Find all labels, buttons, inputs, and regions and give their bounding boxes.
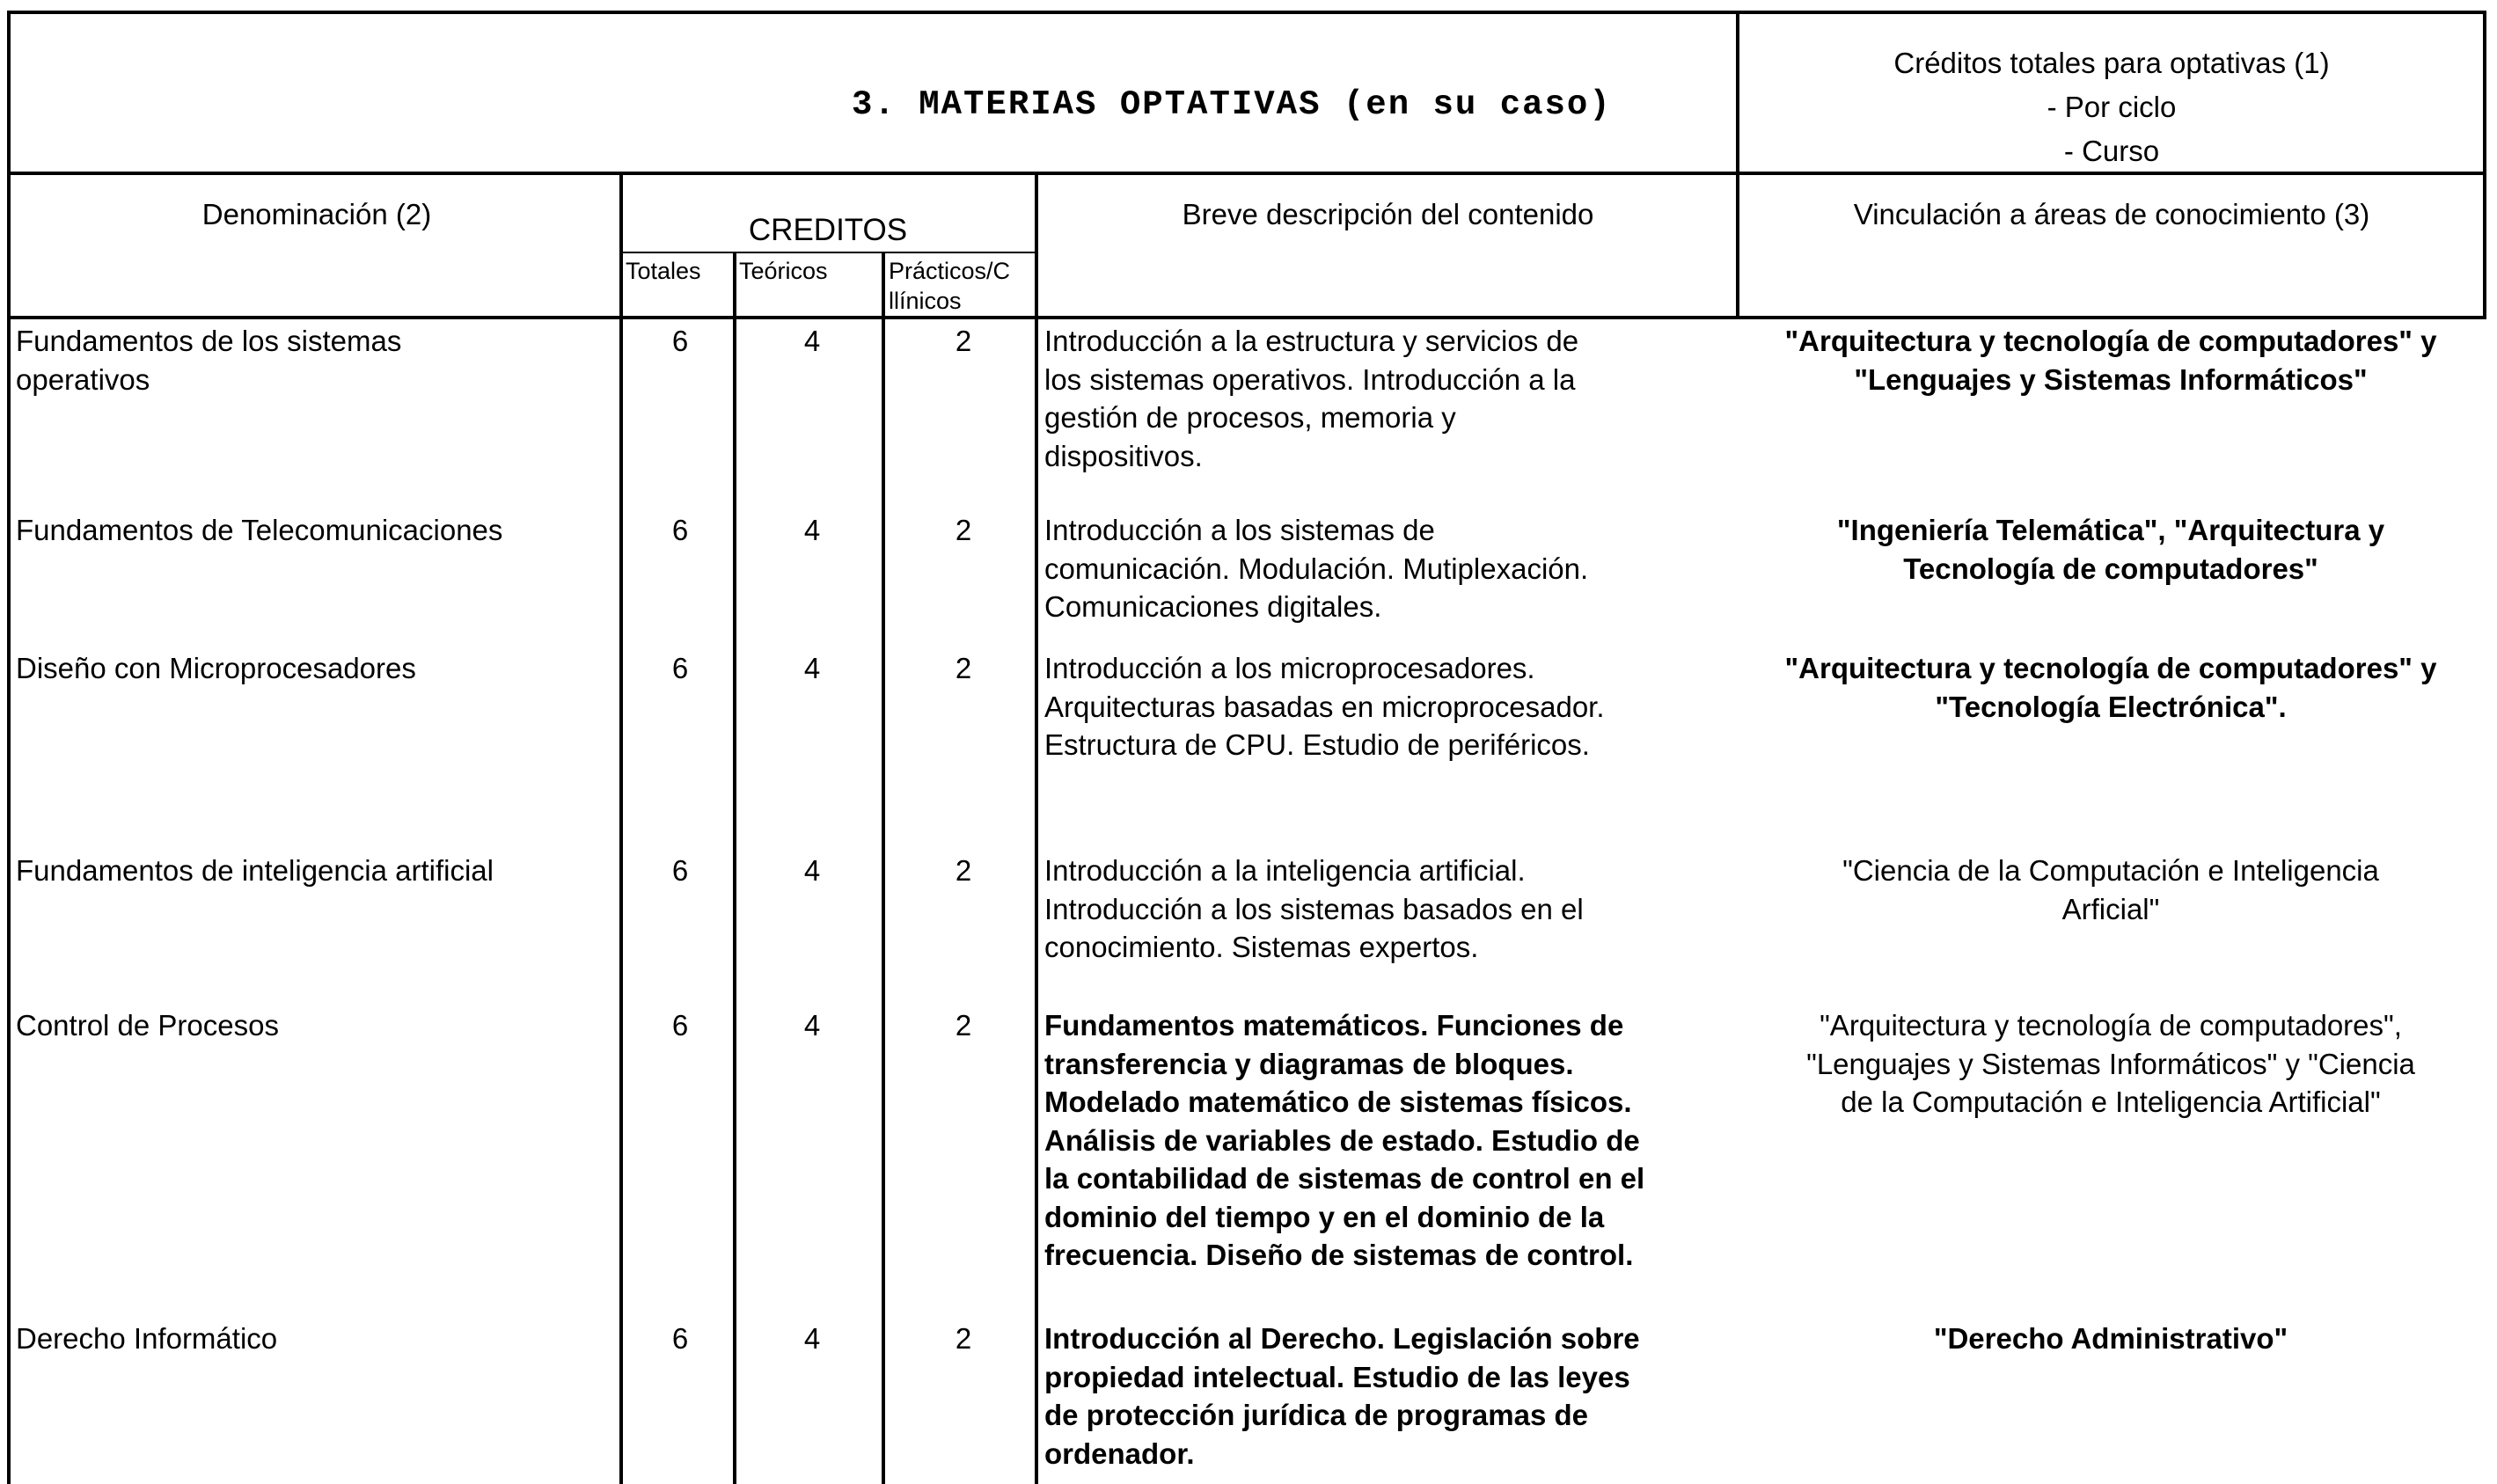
header-bottom-border <box>7 172 2486 175</box>
credits-theoretical-value: 4 <box>803 1322 821 1355</box>
credits-practical-value: 2 <box>955 1009 972 1042</box>
totals-column-border <box>733 252 736 1484</box>
credits-theoretical-value: 4 <box>803 325 821 357</box>
course-name: Fundamentos de inteligencia artificial <box>16 854 494 887</box>
section-title: 3. MATERIAS OPTATIVAS (en su caso) <box>852 85 1612 124</box>
credits-theoretical-value: 4 <box>803 854 821 887</box>
credits-practical-value: 2 <box>955 514 972 546</box>
credits-totals-value: 6 <box>671 1009 689 1042</box>
course-name: Derecho Informático <box>16 1322 278 1355</box>
per-cycle-label: - Por ciclo <box>2047 91 2177 123</box>
credits-practical-value: 2 <box>955 1322 972 1355</box>
course-name: Fundamentos de Telecomunicaciones <box>16 514 503 546</box>
header-right-column-border <box>1736 11 1739 319</box>
course-name: Control de Procesos <box>16 1009 279 1042</box>
table-top-border <box>7 11 2486 14</box>
table-right-border <box>2483 11 2486 319</box>
credits-totals-value: 6 <box>671 854 689 887</box>
description-header: Breve descripción del contenido <box>1182 198 1594 230</box>
credits-theoretical-value: 4 <box>803 1009 821 1042</box>
credits-totals-value: 6 <box>671 652 689 684</box>
course-description: Introducción al Derecho. Legislación sobre propiedad intelectual. Estudio de las leyes de protección jurídica de programas de ordenador. <box>1044 1322 1640 1470</box>
course-description: Introducción a la estructura y servicios de los sistemas operativos. Introducción a la gestión de procesos, memoria y dispositivos. <box>1044 325 1579 472</box>
credits-practical-value: 2 <box>955 325 972 357</box>
credits-totals-value: 6 <box>671 514 689 546</box>
theoretical-column-border <box>882 252 885 1484</box>
credits-subheader-border <box>621 252 1035 253</box>
table-left-border <box>7 11 11 1484</box>
credits-practical-value: 2 <box>955 652 972 684</box>
knowledge-areas: "Ingeniería Telemática", "Arquitectura y Tecnología de computadores" <box>1836 514 2385 585</box>
totals-header: Totales <box>626 258 701 284</box>
course-name: Diseño con Microprocesadores <box>16 652 416 684</box>
credits-totals-value: 6 <box>671 325 689 357</box>
theoretical-header: Teóricos <box>739 258 828 284</box>
credits-theoretical-value: 4 <box>803 652 821 684</box>
practical-column-border <box>1035 172 1038 1484</box>
practical-header-line2: llínicos <box>889 288 962 314</box>
knowledge-areas: "Ciencia de la Computación e Inteligencia Arficial" <box>1842 854 2379 925</box>
column-header-bottom-border <box>7 316 2486 319</box>
knowledge-areas: "Arquitectura y tecnología de computadores" y "Lenguajes y Sistemas Informáticos" <box>1784 325 2437 396</box>
credits-header: CREDITOS <box>748 213 908 247</box>
knowledge-areas: "Arquitectura y tecnología de computadores", "Lenguajes y Sistemas Informáticos" y "Ciencia de la Computación e Inteligencia Artificial" <box>1806 1009 2415 1118</box>
course-description: Introducción a los sistemas de comunicación. Modulación. Mutiplexación. Comunicaciones digitales. <box>1044 514 1589 623</box>
course-description: Fundamentos matemáticos. Funciones de transferencia y diagramas de bloques. Modelado matemático de sistemas físicos. Análisis de variables de estado. Estudio de la contabilidad de sistemas de control en el dominio del tiempo y en el dominio de la frecuencia. Diseño de sistemas de control. <box>1044 1009 1645 1271</box>
denomination-header: Denominación (2) <box>201 198 432 230</box>
course-name: Fundamentos de los sistemas operativos <box>16 325 402 396</box>
areas-header: Vinculación a áreas de conocimiento (3) <box>1853 198 2370 230</box>
course-description: Introducción a la inteligencia artificial. Introducción a los sistemas basados en el conocimiento. Sistemas expertos. <box>1044 854 1584 963</box>
practical-header-line1: Prácticos/C <box>889 258 1011 284</box>
course-label: - Curso <box>2063 135 2160 167</box>
course-description: Introducción a los microprocesadores. Arquitecturas basadas en microprocesador. Estructura de CPU. Estudio de periféricos. <box>1044 652 1605 761</box>
denomination-column-border <box>619 172 623 1484</box>
knowledge-areas: "Arquitectura y tecnología de computadores" y "Tecnología Electrónica". <box>1784 652 2437 723</box>
credits-practical-value: 2 <box>955 854 972 887</box>
credits-theoretical-value: 4 <box>803 514 821 546</box>
credits-total-label: Créditos totales para optativas (1) <box>1893 47 2330 79</box>
credits-totals-value: 6 <box>671 1322 689 1355</box>
knowledge-areas: "Derecho Administrativo" <box>1933 1322 2288 1355</box>
